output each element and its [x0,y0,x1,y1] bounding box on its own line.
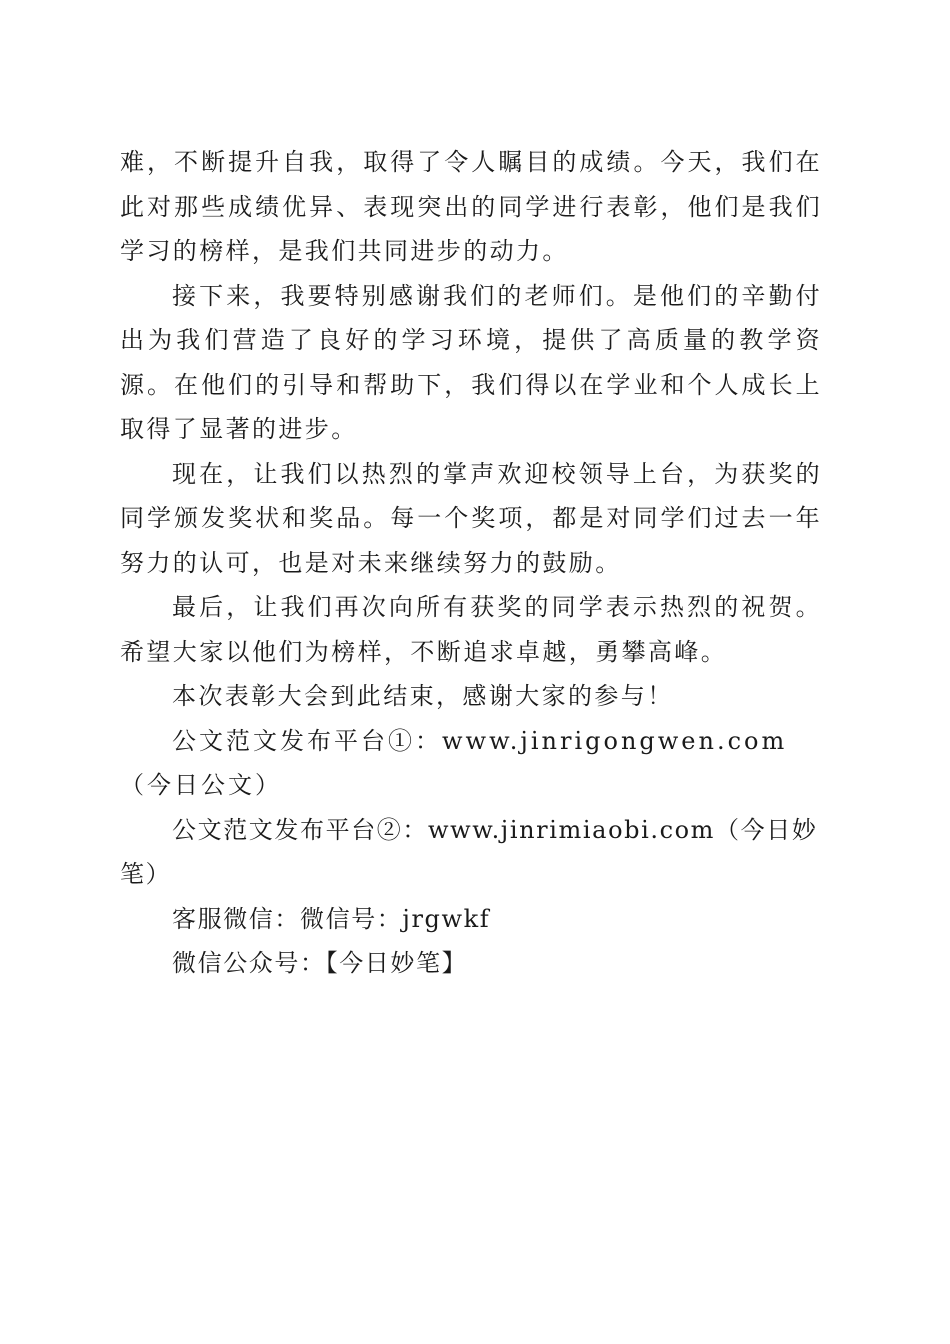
document-body [120,140,822,986]
paragraph-2: 接下来，我要特别感谢我们的老师们。是他们的辛勤付出为我们营造了良好的学习环境，提供了高质量的教学资源。在他们的引导和帮助下，我们得以在学业和个人成长上取得了显著的进步。 [120,281,822,443]
footer-platform-1: 公文范文发布平台①：www.jinrigongwen.com（今日公文） [120,726,788,799]
footer-service-wechat: 客服微信：微信号：jrgwkf [172,904,491,933]
paragraph-closing: 本次表彰大会到此结束，感谢大家的参与！ [172,682,674,710]
footer-platform-2: 公文范文发布平台②：www.jinrimiaobi.com（今日妙笔） [120,815,818,888]
paragraph-3: 现在，让我们以热烈的掌声欢迎校领导上台，为获奖的同学颁发奖状和奖品。每一个奖项，都是对同学们过去一年努力的认可，也是对未来继续努力的鼓励。 [120,459,822,577]
footer-public-account: 微信公众号：【今日妙笔】 [172,949,468,977]
paragraph-4: 最后，让我们再次向所有获奖的同学表示热烈的祝贺。希望大家以他们为榜样，不断追求卓越，勇攀高峰。 [120,593,822,666]
paragraph-1: 难，不断提升自我，取得了令人瞩目的成绩。今天，我们在此对那些成绩优异、表现突出的同学进行表彰，他们是我们学习的榜样，是我们共同进步的动力。 [120,148,822,265]
